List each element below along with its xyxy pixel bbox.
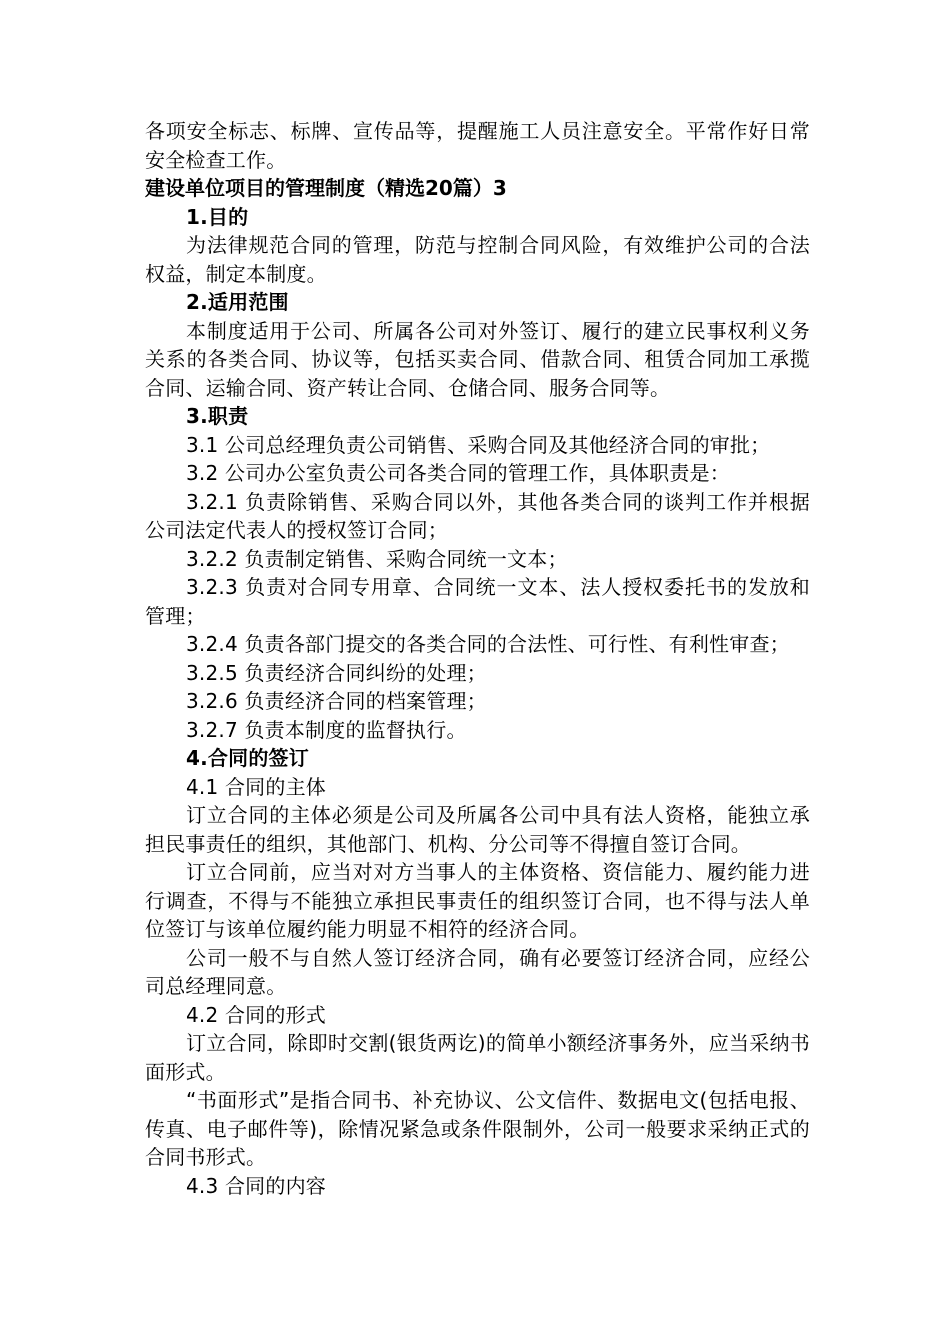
paragraph-duty-3-2-3: 3.2.3 负责对合同专用章、合同统一文本、法人授权委托书的发放和管理； (145, 575, 810, 628)
paragraph-scope: 本制度适用于公司、所属各公司对外签订、履行的建立民事权利义务关系的各类合同、协议等，包括买卖合同、借款合同、租赁合同加工承揽合同、运输合同、资产转让合同、仓储合同、服务合同等。 (145, 318, 810, 400)
paragraph-duty-3-2-1: 3.2.1 负责除销售、采购合同以外，其他各类合同的谈判工作并根据公司法定代表人的授权签订合同； (145, 489, 810, 542)
paragraph-written-form: “书面形式”是指合同书、补充协议、公文信件、数据电文(包括电报、传真、电子邮件等)，除情况紧急或条件限制外，公司一般要求采纳正式的合同书形式。 (145, 1088, 810, 1169)
document-page (145, 117, 810, 1200)
paragraph-form: 订立合同，除即时交割(银货两讫)的简单小额经济事务外，应当采纳书面形式。 (145, 1031, 810, 1084)
paragraph-duty-3-2-6: 3.2.6 负责经济合同的档案管理； (186, 689, 487, 713)
heading-scope: 2.适用范围 (186, 290, 289, 314)
subheading-4-3: 4.3 合同的内容 (186, 1173, 326, 1198)
paragraph-purpose: 为法律规范合同的管理，防范与控制合同风险，有效维护公司的合法权益，制定本制度。 (145, 233, 810, 286)
paragraph-safety-signs: 各项安全标志、标牌、宣传品等，提醒施工人员注意安全。平常作好日常安全检查工作。 (145, 119, 810, 172)
paragraph-subject: 订立合同的主体必须是公司及所属各公司中具有法人资格，能独立承担民事责任的组织，其他部门、机构、分公司等不得擅自签订合同。 (145, 803, 810, 856)
heading-duties: 3.职责 (186, 404, 249, 428)
heading-signing: 4.合同的签订 (186, 746, 309, 770)
paragraph-investigation: 订立合同前，应当对对方当事人的主体资格、资信能力、履约能力进行调查，不得与不能独立承担民事责任的组织签订合同，也不得与法人单位签订与该单位履约能力明显不相符的经济合同。 (145, 860, 810, 941)
paragraph-duty-3-2-5: 3.2.5 负责经济合同纠纷的处理； (186, 660, 487, 685)
heading-purpose: 1.目的 (186, 204, 249, 229)
paragraph-duty-3-2: 3.2 公司办公室负责公司各类合同的管理工作，具体职责是： (186, 461, 730, 485)
paragraph-natural-person: 公司一般不与自然人签订经济合同，确有必要签订经济合同，应经公司总经理同意。 (145, 945, 810, 998)
subheading-4-2: 4.2 合同的形式 (186, 1002, 326, 1027)
subheading-4-1: 4.1 合同的主体 (186, 774, 326, 799)
section-title: 建设单位项目的管理制度（精选20篇）3 (145, 176, 507, 200)
paragraph-duty-3-2-4: 3.2.4 负责各部门提交的各类合同的合法性、可行性、有利性审查； (186, 632, 790, 656)
paragraph-duty-3-2-2: 3.2.2 负责制定销售、采购合同统一文本； (186, 546, 568, 571)
paragraph-duty-3-1: 3.1 公司总经理负责公司销售、采购合同及其他经济合同的审批； (186, 432, 771, 457)
paragraph-duty-3-2-7: 3.2.7 负责本制度的监督执行。 (186, 717, 467, 742)
